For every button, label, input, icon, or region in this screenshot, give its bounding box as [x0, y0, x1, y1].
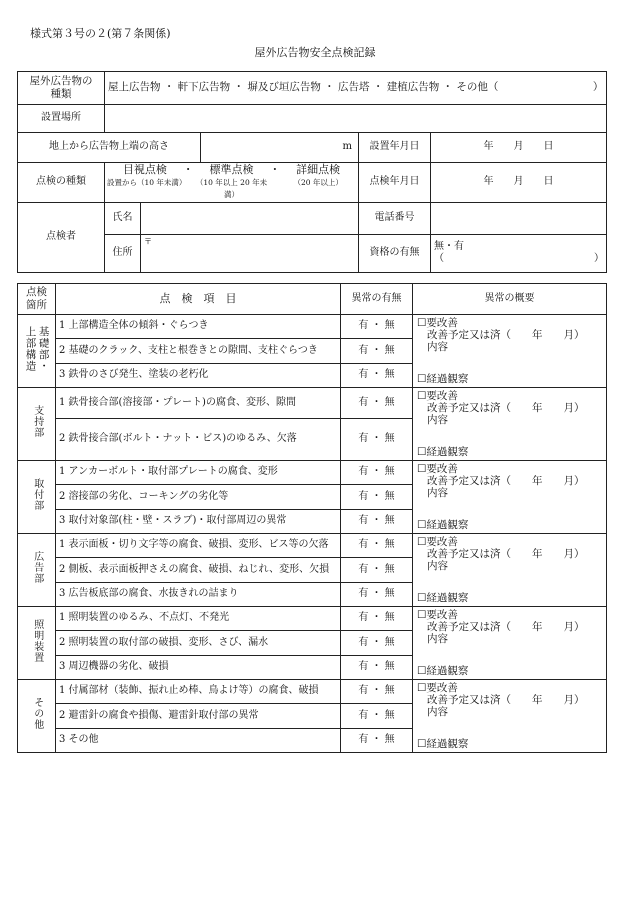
- name-field[interactable]: [141, 202, 359, 234]
- abnormal-choice[interactable]: 有 ・ 無: [341, 509, 413, 533]
- abnormal-choice[interactable]: 有 ・ 無: [341, 363, 413, 387]
- summary-cell[interactable]: ☐要改善 改善予定又は済（ 年 月） 内容 ☐経過観察: [413, 315, 607, 388]
- abnormal-choice[interactable]: 有 ・ 無: [341, 534, 413, 558]
- section-label-mounting: 取付部: [18, 461, 56, 534]
- abnormal-choice[interactable]: 有 ・ 無: [341, 461, 413, 485]
- check-date-field[interactable]: 年 月 日: [431, 163, 607, 203]
- item-row: 2 基礎のクラック、支柱と根巻きとの隙間、支柱ぐらつき: [56, 339, 341, 363]
- address-field[interactable]: [141, 234, 359, 272]
- item-row: 2 避雷針の腐食や損傷、避雷針取付部の異常: [56, 704, 341, 728]
- form-reference: 様式第３号の２(第７条関係): [30, 27, 171, 40]
- check-type-label: 点検の種類: [18, 163, 105, 203]
- abnormal-choice[interactable]: 有 ・ 無: [341, 315, 413, 339]
- header-abnormal: 異常の有無: [341, 284, 413, 315]
- location-label: 設置場所: [18, 105, 105, 133]
- abnormal-choice[interactable]: 有 ・ 無: [341, 631, 413, 655]
- abnormal-choice[interactable]: 有 ・ 無: [341, 339, 413, 363]
- item-row: 3 周辺機器の劣化、破損: [56, 655, 341, 679]
- item-row: 3 その他: [56, 728, 341, 752]
- section-label-support: 支持部: [18, 388, 56, 461]
- height-unit: m: [342, 141, 352, 153]
- qualification-field[interactable]: 無・有（ ）: [431, 234, 607, 272]
- header-location: 点検 箇所: [18, 284, 56, 315]
- item-row: 2 照明装置の取付部の破損、変形、さび、漏水: [56, 631, 341, 655]
- abnormal-choice[interactable]: 有 ・ 無: [341, 419, 413, 461]
- item-row: 2 側板、表示面板押さえの腐食、破損、ねじれ、変形、欠損: [56, 558, 341, 582]
- summary-cell[interactable]: ☐要改善 改善予定又は済（ 年 月） 内容 ☐経過観察: [413, 388, 607, 461]
- abnormal-choice[interactable]: 有 ・ 無: [341, 680, 413, 704]
- section-label-lighting: 照明装置: [18, 607, 56, 680]
- checklist-table: [17, 283, 607, 753]
- item-row: 1 付属部材（装飾、振れ止め棒、鳥よけ等）の腐食、破損: [56, 680, 341, 704]
- item-row: 2 溶接部の劣化、コーキングの劣化等: [56, 485, 341, 509]
- check-type-options[interactable]: 目視点検 設置から（10 年未満） ・ 標準点検 （10 年以上 20 年未満） ・ 詳細点検 （20 年以上）: [105, 163, 359, 203]
- item-row: 1 アンカーボルト・取付部プレートの腐食、変形: [56, 461, 341, 485]
- check-type-standard[interactable]: 標準点検 （10 年以上 20 年未満）: [195, 163, 268, 200]
- item-row: 1 照明装置のゆるみ、不点灯、不発光: [56, 607, 341, 631]
- address-label: 住所: [105, 234, 141, 272]
- summary-cell[interactable]: ☐要改善 改善予定又は済（ 年 月） 内容 ☐経過観察: [413, 607, 607, 680]
- header-summary: 異常の概要: [413, 284, 607, 315]
- info-table: [17, 71, 607, 273]
- item-row: 1 表示面板・切り文字等の腐食、破損、変形、ビス等の欠落: [56, 534, 341, 558]
- location-field[interactable]: [105, 105, 607, 133]
- name-label: 氏名: [105, 202, 141, 234]
- item-row: 3 鉄骨のさび発生、塗装の老朽化: [56, 363, 341, 387]
- item-row: 1 鉄骨接合部(溶接部・プレート)の腐食、変形、隙間: [56, 388, 341, 419]
- phone-label: 電話番号: [359, 202, 431, 234]
- item-row: 1 上部構造全体の傾斜・ぐらつき: [56, 315, 341, 339]
- summary-cell[interactable]: ☐要改善 改善予定又は済（ 年 月） 内容 ☐経過観察: [413, 534, 607, 607]
- header-item: 点 検 項 目: [56, 284, 341, 315]
- abnormal-choice[interactable]: 有 ・ 無: [341, 582, 413, 606]
- section-label-advert: 広告部: [18, 534, 56, 607]
- abnormal-choice[interactable]: 有 ・ 無: [341, 728, 413, 752]
- install-date-label: 設置年月日: [359, 133, 431, 163]
- abnormal-choice[interactable]: 有 ・ 無: [341, 607, 413, 631]
- type-label-cell: [18, 72, 105, 105]
- phone-field[interactable]: [431, 202, 607, 234]
- inspector-label: 点検者: [18, 202, 105, 272]
- abnormal-choice[interactable]: 有 ・ 無: [341, 388, 413, 419]
- check-type-detailed[interactable]: 詳細点検 （20 年以上）: [293, 163, 343, 187]
- abnormal-choice[interactable]: 有 ・ 無: [341, 655, 413, 679]
- summary-cell[interactable]: ☐要改善 改善予定又は済（ 年 月） 内容 ☐経過観察: [413, 461, 607, 534]
- check-date-label: 点検年月日: [359, 163, 431, 203]
- postal-mark: 〒: [144, 236, 152, 246]
- type-options[interactable]: 屋上広告物 ・ 軒下広告物 ・ 塀及び垣広告物 ・ 広告塔 ・ 建植広告物 ・ その他（ ）: [105, 72, 607, 105]
- abnormal-choice[interactable]: 有 ・ 無: [341, 704, 413, 728]
- summary-cell[interactable]: ☐要改善 改善予定又は済（ 年 月） 内容 ☐経過観察: [413, 680, 607, 753]
- install-date-field[interactable]: 年 月 日: [431, 133, 607, 163]
- height-field[interactable]: [201, 133, 359, 163]
- abnormal-choice[interactable]: 有 ・ 無: [341, 485, 413, 509]
- form-title: 屋外広告物安全点検記録: [254, 46, 376, 59]
- section-label-foundation: 上部構造基礎部・: [18, 315, 56, 388]
- abnormal-choice[interactable]: 有 ・ 無: [341, 558, 413, 582]
- item-row: 2 鉄骨接合部(ボルト・ナット・ビス)のゆるみ、欠落: [56, 419, 341, 461]
- check-type-visual[interactable]: 目視点検 設置から（10 年未満）: [107, 163, 187, 187]
- height-label: 地上から広告物上端の高さ: [18, 133, 201, 163]
- section-label-other: その他: [18, 680, 56, 753]
- item-row: 3 取付対象部(柱・壁・スラブ)・取付部周辺の異常: [56, 509, 341, 533]
- type-label: 屋外広告物の 種類: [29, 74, 93, 100]
- qualification-label: 資格の有無: [359, 234, 431, 272]
- item-row: 3 広告板底部の腐食、水抜きれの詰まり: [56, 582, 341, 606]
